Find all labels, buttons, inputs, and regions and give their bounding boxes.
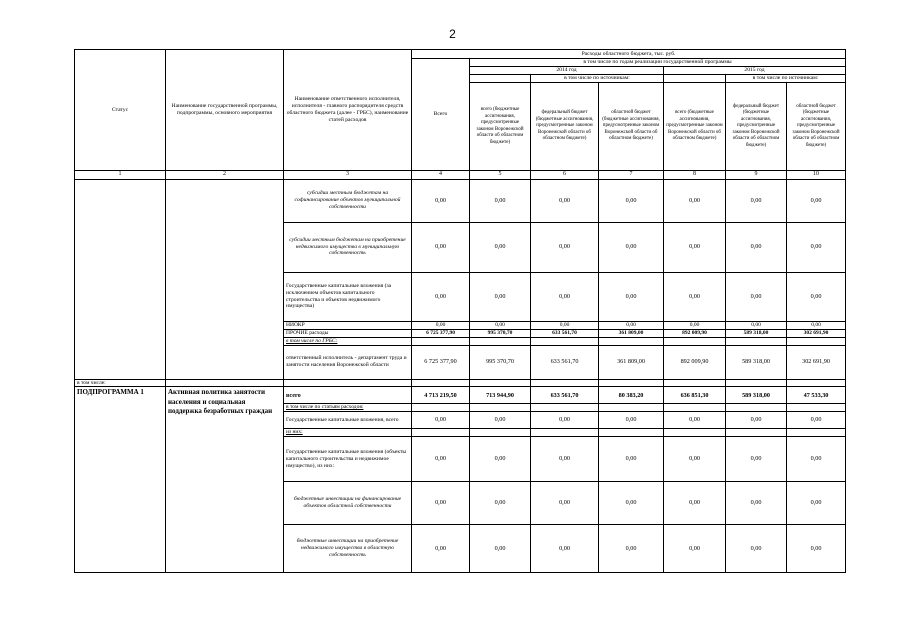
- col-number: 5: [470, 171, 531, 180]
- cell-value: 0,00: [412, 272, 470, 321]
- cell-value: 0,00: [470, 321, 531, 329]
- col-number: 8: [664, 171, 726, 180]
- cell-value: 0,00: [531, 179, 599, 222]
- cell-value: 713 944,90: [470, 387, 531, 404]
- cell-value: 0,00: [664, 321, 726, 329]
- cell-value: 361 809,00: [599, 345, 664, 379]
- cell-value: 0,00: [664, 525, 726, 573]
- col-number: 7: [599, 171, 664, 180]
- cell-value: 0,00: [599, 222, 664, 272]
- cell-value: 0,00: [787, 482, 846, 525]
- header-sources-2015: в том числе по источникам:: [726, 75, 846, 83]
- cell-value: 0,00: [470, 179, 531, 222]
- cell-value: 0,00: [787, 437, 846, 482]
- cell-value: 633 561,70: [531, 387, 599, 404]
- header-col-all-2014: всего (бюджетные ассигнования, предусмотренные законом Воронежской области об областном бюджете): [470, 83, 531, 171]
- cell-value: 0,00: [531, 222, 599, 272]
- cell-value: 0,00: [599, 272, 664, 321]
- header-executor: Наименование ответственного исполнителя, исполнителя - главного распорядителя средств областного бюджета (далее - ГРБС), наименование статей расходов: [284, 50, 412, 171]
- cell-value: 589 318,00: [726, 329, 787, 337]
- header-budget-expenses: Расходы областного бюджета, тыс. руб.: [412, 50, 846, 59]
- cell-value: 302 691,90: [787, 345, 846, 379]
- header-year-2014: 2014 год: [470, 67, 664, 75]
- cell-value: 6 725 377,90: [412, 345, 470, 379]
- cell-value: 0,00: [787, 222, 846, 272]
- subprogram-total-row: [75, 387, 846, 404]
- cell-value: 302 691,90: [787, 329, 846, 337]
- header-sources-2014: в том числе по источникам:: [531, 75, 664, 83]
- row-label: субсидии местным бюджетам на софинансирование объектов муниципальной собственности: [284, 179, 412, 222]
- row-label: в том числе:: [75, 379, 166, 387]
- subprogram-status: ПОДПРОГРАММА 1: [75, 387, 166, 573]
- cell-value: 0,00: [787, 412, 846, 429]
- cell-value: 0,00: [412, 525, 470, 573]
- column-numbers-row: [75, 171, 846, 180]
- cell-value: 0,00: [787, 321, 846, 329]
- cell-value: 0,00: [726, 482, 787, 525]
- cell-value: 0,00: [664, 179, 726, 222]
- col-number: 6: [531, 171, 599, 180]
- cell-value: 0,00: [726, 179, 787, 222]
- cell-value: 0,00: [599, 179, 664, 222]
- row-label: из них:: [284, 429, 412, 437]
- cell-value: 80 383,20: [599, 387, 664, 404]
- cell-value: 0,00: [664, 412, 726, 429]
- header-program-name: Наименование государственной программы, подпрограммы, основного мероприятия: [166, 50, 284, 171]
- row-label: в том числе по ГРБС:: [284, 337, 412, 345]
- header-by-years: в том числе по годам реализации государственной программы: [470, 59, 846, 67]
- cell-value: 0,00: [412, 482, 470, 525]
- cell-value: 0,00: [787, 525, 846, 573]
- cell-value: 0,00: [531, 525, 599, 573]
- cell-value: 0,00: [412, 412, 470, 429]
- cell-value: 0,00: [664, 437, 726, 482]
- cell-value: 47 533,30: [787, 387, 846, 404]
- header-status: Статус: [75, 50, 166, 171]
- row-label: Государственные капитальные вложения (за исключением объектов капитального строительства и объектов недвижимого имущества): [284, 272, 412, 321]
- subprogram-name: Активная политика занятости населения и социальная поддержка безработных граждан: [166, 387, 284, 573]
- cell-value: 0,00: [412, 437, 470, 482]
- cell-value: 0,00: [599, 482, 664, 525]
- row-label: всего: [284, 387, 412, 404]
- cell-value: 995 370,70: [470, 345, 531, 379]
- col-number: 4: [412, 171, 470, 180]
- header-col-regional-2014: областной бюджет (бюджетные ассигнования, предусмотренные законом Воронежской области об областном бюджете): [599, 83, 664, 171]
- col-number: 2: [166, 171, 284, 180]
- header-col-all-2015: всего (бюджетные ассигнования, предусмотренные законом Воронежской области об областном бюджете): [664, 83, 726, 171]
- page-number: 2: [449, 27, 456, 41]
- cell-value: 0,00: [470, 525, 531, 573]
- row-label: Государственные капитальные вложения (объекты капитального строительства и недвижимое имущество), из них:: [284, 437, 412, 482]
- cell-value: 0,00: [531, 482, 599, 525]
- cell-value: 0,00: [599, 437, 664, 482]
- header-col-federal-2014: федеральный бюджет (бюджетные ассигнования, предусмотренные законом Воронежской области об областном бюджете): [531, 83, 599, 171]
- cell-value: 0,00: [470, 437, 531, 482]
- table-row: [75, 179, 846, 222]
- cell-value: 892 009,90: [664, 329, 726, 337]
- cell-value: 0,00: [599, 321, 664, 329]
- cell-value: 4 713 219,50: [412, 387, 470, 404]
- cell-value: 361 809,00: [599, 329, 664, 337]
- cell-value: 0,00: [726, 437, 787, 482]
- cell-value: 0,00: [412, 321, 470, 329]
- row-label: ПРОЧИЕ расходы: [284, 329, 412, 337]
- cell-value: 0,00: [531, 437, 599, 482]
- row-label: бюджетные инвестиции на приобретение недвижимого имущества в областную собственность: [284, 525, 412, 573]
- col-number: 3: [284, 171, 412, 180]
- cell-value: 0,00: [470, 222, 531, 272]
- cell-value: 6 725 377,90: [412, 329, 470, 337]
- table-row: [75, 379, 846, 387]
- cell-value: 0,00: [531, 412, 599, 429]
- col-number: 10: [787, 171, 846, 180]
- cell-value: 0,00: [531, 272, 599, 321]
- cell-value: 0,00: [412, 222, 470, 272]
- cell-value: 0,00: [726, 525, 787, 573]
- cell-value: 633 561,70: [531, 329, 599, 337]
- row-label: НИОКР: [284, 321, 412, 329]
- row-label: ответственный исполнитель - департамент труда и занятости населения Воронежской области: [284, 345, 412, 379]
- cell-value: 0,00: [470, 272, 531, 321]
- cell-value: 0,00: [787, 179, 846, 222]
- cell-value: 0,00: [470, 412, 531, 429]
- cell-value: 0,00: [664, 272, 726, 321]
- cell-value: 0,00: [726, 321, 787, 329]
- cell-value: 0,00: [531, 321, 599, 329]
- cell-value: 0,00: [726, 272, 787, 321]
- cell-value: 995 370,70: [470, 329, 531, 337]
- budget-table: [74, 49, 846, 573]
- row-label: бюджетные инвестиции на финансирование объектов областной собственности: [284, 482, 412, 525]
- cell-value: 892 009,90: [664, 345, 726, 379]
- row-label: в том числе по статьям расходов:: [284, 404, 412, 412]
- header-col-federal-2015: федеральный бюджет (бюджетные ассигнования, предусмотренные законом Воронежской области об областном бюджете): [726, 83, 787, 171]
- header-total: Всего: [412, 59, 470, 171]
- row-label: Государственные капитальные вложения, всего: [284, 412, 412, 429]
- cell-value: 0,00: [664, 482, 726, 525]
- row-label: субсидии местным бюджетам на приобретение недвижимого имущества в муниципальную собственность: [284, 222, 412, 272]
- cell-value: 0,00: [787, 272, 846, 321]
- cell-value: 0,00: [726, 222, 787, 272]
- cell-value: 589 318,00: [726, 387, 787, 404]
- header-year-2015: 2015 год: [664, 67, 846, 75]
- col-number: 9: [726, 171, 787, 180]
- cell-value: 0,00: [599, 525, 664, 573]
- cell-value: 0,00: [412, 179, 470, 222]
- cell-value: 0,00: [470, 482, 531, 525]
- cell-value: 636 851,30: [664, 387, 726, 404]
- cell-value: 0,00: [599, 412, 664, 429]
- header-col-regional-2015: областной бюджет (бюджетные ассигнования, предусмотренные законом Воронежской области об областном бюджете): [787, 83, 846, 171]
- cell-value: 0,00: [726, 412, 787, 429]
- col-number: 1: [75, 171, 166, 180]
- cell-value: 589 318,00: [726, 345, 787, 379]
- cell-value: 0,00: [664, 222, 726, 272]
- cell-value: 633 561,70: [531, 345, 599, 379]
